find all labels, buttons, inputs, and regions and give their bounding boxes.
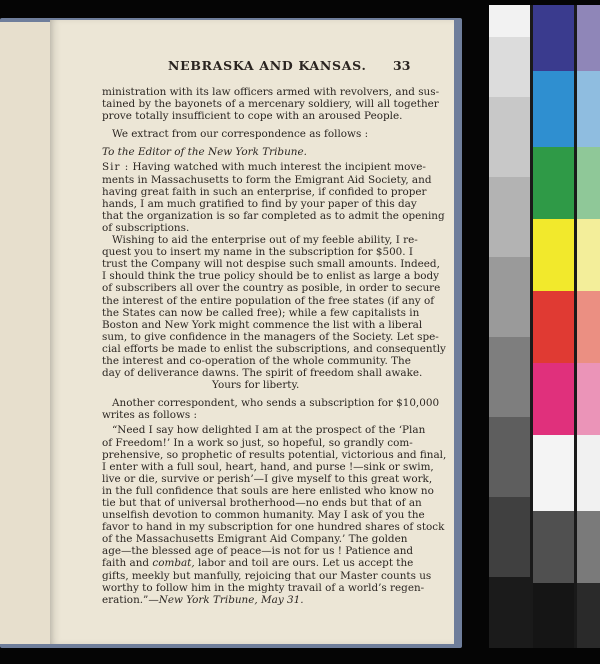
- text-line: favor to hand in my subscription for one hundred shares of stock: [102, 521, 445, 534]
- text-line: the States can now be called free); while a few capitalists in: [102, 306, 420, 319]
- letter-closing: Yours for liberty.: [212, 379, 300, 392]
- text-line: prove totally insufficient to cope with an aroused People.: [102, 110, 403, 123]
- text-line: trust the Company will not despise such small amounts. Indeed,: [102, 258, 440, 271]
- text-line: [102, 557, 414, 570]
- grey-patch: [489, 257, 530, 337]
- text-line: of subscriptions.: [102, 221, 190, 234]
- dark-grey-patch: [533, 511, 574, 583]
- page-body: [102, 86, 447, 606]
- text-span: labor and toil are ours. Let us accept the: [194, 557, 414, 570]
- lavender-patch: [577, 5, 600, 71]
- color-calibration-card: [489, 5, 600, 648]
- text-line: tie but that of universal brotherhood—no ends but that of an: [102, 497, 422, 509]
- text-line: the interest and co-operation of the whole community. The: [102, 354, 411, 367]
- previous-page-edge: [0, 22, 52, 644]
- text-line: age—the blessed age of peace—is not for us ! Patience and: [102, 545, 414, 558]
- white-patch: [533, 435, 574, 511]
- text-span: faith and: [102, 557, 153, 570]
- text-line: the interest of the entire population of the free states (if any of: [102, 294, 435, 307]
- text-line: in the full confidence that souls are here enlisted who know no: [102, 484, 434, 497]
- black-patch: [489, 577, 530, 648]
- text-line: of the Massachusetts Emigrant Aid Company.’ The golden: [102, 533, 408, 546]
- text-line: prehensive, so prophetic of results potential, victorious and final,: [102, 448, 447, 461]
- grey-patch: [489, 177, 530, 257]
- text-line: gifts, meekly but manfully, rejoicing that our Master counts us: [102, 569, 432, 582]
- grey-patch: [489, 37, 530, 97]
- light-green-patch: [577, 147, 600, 219]
- citation: New York Tribune, May 31.: [158, 593, 304, 606]
- text-line: of Freedom!’ In a work so just, so hopeful, so grandly com-: [102, 436, 413, 449]
- white-patch: [577, 435, 600, 511]
- cyan-patch: [533, 71, 574, 147]
- pink-patch: [577, 291, 600, 363]
- text-line: day of deliverance dawns. The spirit of freedom shall awake.: [102, 367, 423, 380]
- running-head: [50, 58, 454, 74]
- text-line: unselfish devotion to common humanity. May I ask of you the: [102, 509, 425, 522]
- text-line: I should think the true policy should be to enlist as large a body: [102, 270, 440, 283]
- text-span: eration.”—: [102, 593, 159, 606]
- text-line: having great faith in such an enterprise, if confided to proper: [102, 185, 427, 198]
- text-line: cial efforts be made to enlist the subscriptions, and consequently: [102, 342, 446, 355]
- text-span: combat,: [152, 557, 195, 570]
- text-line: ministration with its law officers armed with revolvers, and sus-: [102, 86, 440, 98]
- running-head-title: NEBRASKA AND KANSAS.: [168, 58, 367, 73]
- text-line: that the organization is so far completed as to admit the opening: [102, 209, 445, 222]
- text-line: Another correspondent, who sends a subscription for $10,000: [112, 397, 440, 410]
- text-line: quest you to insert my name in the subscription for $500. I: [102, 246, 413, 259]
- text-line: Wishing to aid the enterprise out of my feeble ability, I re-: [112, 234, 418, 247]
- light-yellow-patch: [577, 219, 600, 291]
- text-line: I enter with a full soul, heart, hand, and purse !—sink or swim,: [102, 460, 434, 473]
- light-pink-patch: [577, 363, 600, 435]
- salutation: Sir :: [102, 161, 130, 174]
- text-line: We extract from our correspondence as follows :: [112, 128, 369, 141]
- text-line: Boston and New York might commence the list with a liberal: [102, 318, 423, 331]
- page-number: 33: [393, 58, 411, 73]
- text-line: live or die, survive or perish’—I give myself to this great work,: [102, 472, 433, 485]
- text-line: writes as follows :: [102, 409, 198, 422]
- text-line: tained by the bayonets of a mercenary soldiery, will all together: [102, 98, 439, 111]
- green-patch: [533, 147, 574, 219]
- text-span: Having watched with much interest the incipient move-: [129, 161, 426, 174]
- magenta-patch: [533, 363, 574, 435]
- black-patch: [533, 583, 574, 648]
- grey-patch: [577, 511, 600, 583]
- text-line: sum, to give confidence in the managers of the Society. Let spe-: [102, 330, 439, 343]
- letter-heading: To the Editor of the New York Tribune.: [102, 146, 307, 159]
- grey-patch: [489, 97, 530, 177]
- black-patch: [577, 583, 600, 648]
- yellow-patch: [533, 219, 574, 291]
- red-patch: [533, 291, 574, 363]
- text-line: “Need I say how delighted I am at the prospect of the ‘Plan: [112, 424, 426, 437]
- white-patch: [489, 5, 530, 37]
- text-line: ments in Massachusetts to form the Emigrant Aid Society, and: [102, 173, 432, 186]
- text-line: hands, I am much gratified to find by your paper of this day: [102, 197, 417, 210]
- text-line: [102, 161, 426, 174]
- book-page: [50, 20, 454, 644]
- grey-patch: [489, 337, 530, 417]
- text-line: worthy to follow him in the mighty travail of a world’s regen-: [102, 581, 425, 594]
- light-blue-patch: [577, 71, 600, 147]
- grey-patch: [489, 417, 530, 497]
- text-line: of subscribers all over the country as posible, in order to secure: [102, 282, 441, 295]
- grey-patch: [489, 497, 530, 577]
- text-line: [102, 594, 402, 606]
- blue-patch: [533, 5, 574, 71]
